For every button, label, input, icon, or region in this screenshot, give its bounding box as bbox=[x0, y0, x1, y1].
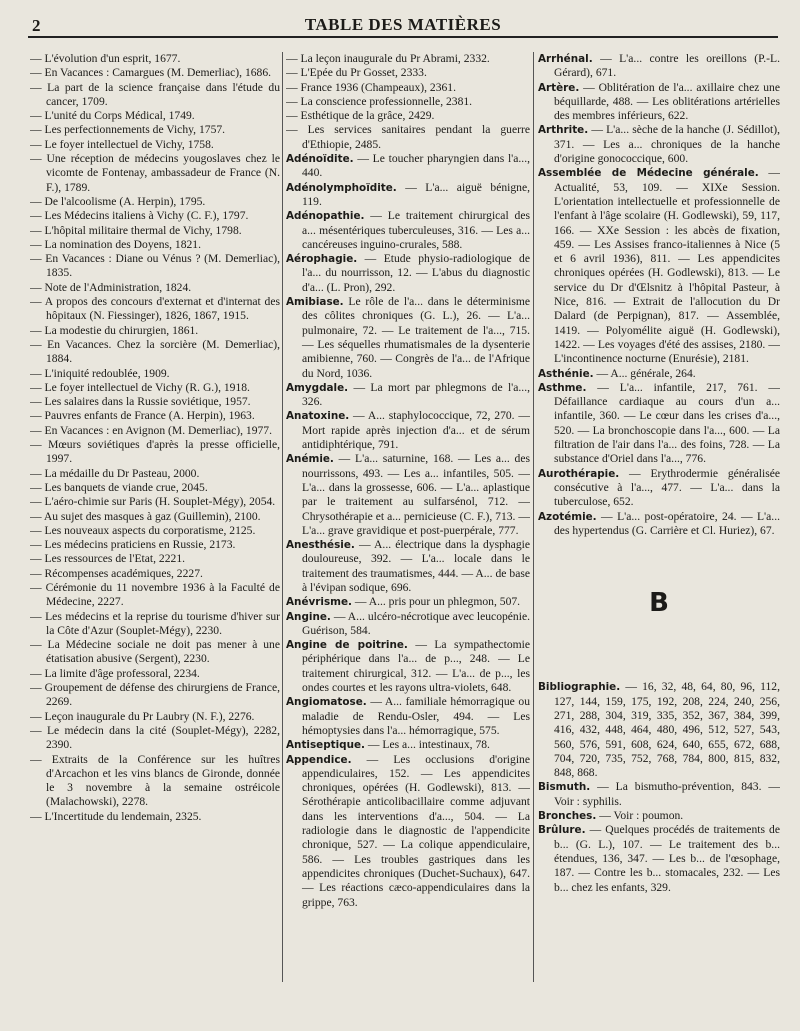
entry-text: — L'a... post-opératoire, 24. — L'a... des hypertendus (G. Carrière et Cl. Huriez), 67. bbox=[554, 509, 780, 537]
entry-headword: Brûlure. bbox=[538, 824, 586, 837]
index-entry: — L'Incertitude du lendemain, 2325. bbox=[30, 809, 202, 823]
index-entry: — La modestie du chirurgien, 1861. bbox=[30, 323, 199, 337]
index-entry bbox=[286, 452, 530, 538]
index-entry bbox=[538, 381, 780, 467]
entry-text: — Etude physio-radiologique de l'a... du nourrisson, 12. — L'abus du diagnostic d'a... (L. Pron), 292. bbox=[302, 252, 530, 294]
entry-headword: Arthrite. bbox=[538, 124, 589, 137]
index-entry bbox=[286, 152, 530, 181]
index-entry bbox=[538, 123, 780, 166]
section-letter-b: B bbox=[649, 588, 669, 619]
entry-headword: Arrhénal. bbox=[538, 53, 593, 65]
index-entry bbox=[538, 780, 780, 809]
column-divider bbox=[282, 52, 283, 982]
index-entry: — L'évolution d'un esprit, 1677. bbox=[30, 52, 181, 65]
entry-headword: Anévrisme. bbox=[286, 596, 352, 609]
entry-headword: Aérophagie. bbox=[286, 253, 358, 266]
entry-text: — A... ulcéro-nécrotique avec leucopénie. Guérison, 584. bbox=[302, 609, 530, 637]
index-entry: — En Vacances. Chez la sorcière (M. Demerliac), 1884. bbox=[30, 337, 280, 366]
index-sub-entry bbox=[286, 81, 530, 95]
index-entry: — A propos des concours d'externat et d'internat des hôpitaux (N. Fiessinger), 1826, 1867, 1915. bbox=[30, 295, 280, 323]
index-sub-entry bbox=[286, 66, 530, 80]
index-entry bbox=[538, 467, 780, 510]
index-entry: — L'unité du Corps Médical, 1749. bbox=[30, 109, 195, 123]
index-entry bbox=[286, 595, 530, 609]
index-entry bbox=[286, 695, 530, 738]
index-entry: — Pauvres enfants de France (A. Herpin), 1963. bbox=[30, 409, 255, 423]
entry-headword: Aurothérapie. bbox=[538, 467, 620, 480]
entry-text: — Les occlusions d'origine appendiculaires, 152. — Les appendicites chroniques, opérées (H. Godlewski), 813. — Sérothérapie anticolibacillaire comme adjuvant dans les interventions d'a..., 504. — La radiologie dans le diagnostic de l'appendicite chronique, 527. — La colique appendiculaire, 586. — Les troubles gastriques dans les appendicites chroniques (Duchet-Suchaux), 647. — Les réactions cæco-appendiculaires dans la grippe, 763. bbox=[302, 752, 530, 909]
index-entry: — Les banquets de viande crue, 2045. bbox=[30, 480, 208, 494]
index-entry: — Au sujet des masques à gaz (Guillemin), 2100. bbox=[30, 509, 261, 523]
entry-headword: Adénopathie. bbox=[286, 210, 365, 223]
index-entry bbox=[286, 252, 530, 295]
entry-text: — L'Epée du Pr Gosset, 2333. bbox=[286, 66, 427, 80]
entry-headword: Appendice. bbox=[286, 753, 352, 766]
entry-text: — A... électrique dans la dysphagie douloureuse, 392. — L'a... locale dans le traitement des traumatismes, 444. — A... de base à l'évipan sodique, 696. bbox=[302, 538, 530, 594]
entry-text: — L'a... saturnine, 168. — Les a... des nourrissons, 493. — Les a... infantiles, 505. — L'a... dans la grossesse, 606. — L'a... aplastique par le traitement au sulfarsénol, 712. — Chrysothérapie et a... pernicieuse (C. F.), 713. — L'a... grave gravidique et post-puerpérale, 777. bbox=[302, 452, 530, 537]
index-entry bbox=[286, 638, 530, 695]
index-entry: — L'iniquité redoublée, 1909. bbox=[30, 366, 170, 380]
entry-text: — La sympathectomie périphérique dans l'a... de p..., 248. — Le traitement chirurgical, 312. — L'a... de p..., les ondes courtes et les rayons ultra-violets, 648. bbox=[302, 638, 530, 695]
entry-text: — La mort par phlegmons de l'a..., 326. bbox=[302, 380, 530, 409]
entry-headword: Angine. bbox=[286, 610, 331, 623]
index-columns bbox=[30, 52, 780, 1027]
entry-headword: Asthénie. bbox=[538, 367, 594, 380]
index-entry: — La limite d'âge professoral, 2234. bbox=[30, 666, 200, 680]
index-section-a-continued bbox=[538, 52, 780, 538]
entry-headword: Assemblée de Médecine générale. bbox=[538, 167, 759, 180]
index-entry: — De l'alcoolisme (A. Herpin), 1795. bbox=[30, 194, 206, 208]
entry-text: — A... staphylococcique, 72, 270. — Mort rapide après injection d'a... et de sérum antidiphtérique, 791. bbox=[302, 409, 530, 452]
index-entry: — Le foyer intellectuel de Vichy, 1758. bbox=[30, 137, 214, 151]
entry-headword: Azotémie. bbox=[538, 510, 597, 523]
entry-headword: Anatoxine. bbox=[286, 410, 350, 423]
entry-text: — L'a... aiguë bénigne, 119. bbox=[302, 180, 530, 208]
index-entry bbox=[538, 510, 780, 539]
entry-headword: Amibiase. bbox=[286, 296, 344, 309]
index-entry: — Les médecins praticiens en Russie, 2173. bbox=[30, 538, 236, 552]
entry-text: — 16, 32, 48, 64, 80, 96, 112, 127, 144, 159, 175, 192, 208, 224, 240, 256, 271, 288, 304, 319, 335, 352, 367, 384, 399, 416, 432, 448, 464, 480, 496, 512, 527, 543, 560, 576, 591, 608, 624, 640, 655, 672, 688, 704, 720, 735, 752, 768, 784, 800, 815, 832, 848, 868. bbox=[554, 680, 780, 780]
entry-text: — La bismutho-prévention, 843. — Voir : syphilis. bbox=[554, 780, 780, 808]
index-entry bbox=[286, 295, 530, 381]
index-entry: — La nomination des Doyens, 1821. bbox=[30, 237, 201, 251]
entry-headword: Adénolymphoïdite. bbox=[286, 181, 397, 194]
entry-text: — A... pris pour un phlegmon, 507. bbox=[351, 595, 521, 609]
entry-text: — Erythrodermie généralisée consécutive à l'a..., 477. — L'a... dans la tuberculose, 652. bbox=[554, 466, 780, 509]
index-entry: — L'hôpital militaire thermal de Vichy, 1798. bbox=[30, 223, 242, 237]
index-entry bbox=[538, 809, 780, 823]
index-entry: — La Médecine sociale ne doit pas mener à une étatisation abusive (Sergent), 2230. bbox=[30, 638, 280, 666]
entry-headword: Bibliographie. bbox=[538, 681, 621, 694]
entry-headword: Anesthésie. bbox=[286, 539, 355, 552]
index-entry: — La part de la science française dans l'étude du cancer, 1709. bbox=[30, 80, 280, 108]
index-entry bbox=[286, 738, 530, 752]
index-entry: — L'aéro-chimie sur Paris (H. Souplet-Mégy), 2054. bbox=[30, 495, 276, 509]
index-entry: — En Vacances : Diane ou Vénus ? (M. Demerliac), 1835. bbox=[30, 252, 280, 280]
index-entry: — Les perfectionnements de Vichy, 1757. bbox=[30, 123, 226, 137]
index-entry bbox=[538, 166, 780, 366]
index-entry: — Cérémonie du 11 novembre 1936 à la Faculté de Médecine, 2227. bbox=[30, 580, 280, 609]
index-entry: — Leçon inaugurale du Pr Laubry (N. F.), 2276. bbox=[30, 709, 255, 723]
entry-text: — France 1936 (Champeaux), 2361. bbox=[286, 80, 457, 94]
index-entry: — Note de l'Administration, 1824. bbox=[30, 280, 192, 294]
index-sub-entry bbox=[286, 95, 530, 109]
index-entry bbox=[286, 753, 530, 910]
entry-text: — L'a... sèche de la hanche (J. Sédillot), 371. — Les a... chroniques de la hanche d'origine gonococcique, 600. bbox=[554, 123, 780, 166]
index-entry: — Extraits de la Conférence sur les huîtres d'Arcachon et les vins blancs de Gironde, donnée le 3 novembre à la semaine ostréicole (Malachowski), 2278. bbox=[30, 752, 280, 809]
page-header bbox=[28, 14, 778, 38]
entry-text: — Les services sanitaires pendant la guerre d'Ethiopie, 2485. bbox=[286, 123, 530, 151]
index-entry: — Les Médecins italiens à Vichy (C. F.), 1797. bbox=[30, 209, 249, 223]
index-entry: — Une réception de médecins yougoslaves chez le vicomte de Fontenay, ambassadeur de France (N. F.), 1789. bbox=[30, 152, 280, 194]
entry-text: — Le traitement chirurgical des a... mésentériques tuberculeuses, 316. — Les a... cancéreuses inguino-crurales, 588. bbox=[302, 209, 530, 251]
index-entry: — Groupement de défense des chirurgiens de France, 2269. bbox=[30, 681, 280, 709]
entry-headword: Artère. bbox=[538, 81, 580, 94]
page-number: 2 bbox=[32, 16, 41, 35]
entry-headword: Angine de poitrine. bbox=[286, 639, 408, 652]
index-column-2 bbox=[286, 52, 530, 1027]
entry-headword: Bronches. bbox=[538, 810, 597, 823]
entry-text: — Actualité, 53, 109. — XIXe Session. L'orientation intellectuelle et professionnelle de l'enfant à l'âge scolaire (H. Godlewski), 59, 117, 166. — XXe Session : les abcès de fixation, 459. — Les Assises franco-italiennes à Nice (5 et 6 avril 1936), 811. — Les appendicites chroniques opérées (H. Godlewski), 813. — Le service du Dr d'Œlsnitz à l'hôpital Pasteur, à Nice, 816. — Extrait de l'allocution du Dr Dalard (de Perpignan), 817. — Assemblée, 1419. — Polyomélite aiguë (H. Godlewski), 1422. — Les voyages d'été des assises, 2180. — L'incontinence nocturne (Enurésie), 2181. bbox=[554, 166, 780, 366]
index-section-b bbox=[538, 680, 780, 894]
index-entry: — Le foyer intellectuel de Vichy (R. G.), 1918. bbox=[30, 380, 250, 394]
entry-text: — L'a... contre les oreillons (P.-L. Gérard), 671. bbox=[554, 52, 780, 80]
index-sub-entry bbox=[286, 109, 530, 123]
column-divider bbox=[533, 52, 534, 982]
entry-text: — Voir : poumon. bbox=[596, 809, 684, 823]
entry-text: — A... générale, 264. bbox=[593, 366, 696, 380]
entry-text: — A... familiale hémorragique ou maladie de Rendu-Osler, 494. — Les hémoptysies dans l'a... hémorragique, 575. bbox=[302, 695, 530, 737]
index-entry: — Les salaires dans la Russie soviétique, 1957. bbox=[30, 395, 251, 409]
entry-headword: Bismuth. bbox=[538, 781, 591, 794]
index-sub-entry bbox=[286, 123, 530, 152]
index-entry: — Récompenses académiques, 2227. bbox=[30, 566, 203, 580]
index-entry bbox=[286, 209, 530, 252]
index-entry: — Le médecin dans la cité (Souplet-Mégy), 2282, 2390. bbox=[30, 723, 280, 752]
index-entry: — En Vacances : Camargues (M. Demerliac), 1686. bbox=[30, 66, 272, 80]
entry-text: — Oblitération de l'a... axillaire chez une béquillarde, 488. — Les oblitérations artérielles des membres inférieurs, 622. bbox=[554, 80, 780, 123]
entry-text: — La conscience professionnelle, 2381. bbox=[286, 94, 473, 108]
index-entry bbox=[538, 680, 780, 780]
entry-headword: Adénoïdite. bbox=[286, 153, 354, 166]
entry-text: — Les a... intestinaux, 78. bbox=[365, 738, 490, 752]
index-sub-entry bbox=[286, 52, 530, 66]
index-entry bbox=[538, 823, 780, 894]
index-entry bbox=[286, 610, 530, 639]
entry-text: — Esthétique de la grâce, 2429. bbox=[286, 109, 435, 123]
index-entry: — En Vacances : en Avignon (M. Demerliac), 1977. bbox=[30, 423, 273, 437]
index-entry: — Les nouveaux aspects du corporatisme, 2125. bbox=[30, 523, 256, 537]
entry-headword: Antiseptique. bbox=[286, 739, 365, 752]
entry-text: — Quelques procédés de traitements de b... (G. L.), 107. — Le traitement des b... étendues, 136, 347. — Les b... de l'œsophage, 187. — Contre les b... stomacales, 232. — Les b... chez les enfants, 329. bbox=[554, 823, 780, 894]
entry-headword: Amygdale. bbox=[286, 381, 349, 394]
index-entry bbox=[286, 409, 530, 452]
index-column-1 bbox=[30, 52, 280, 1027]
page-title: TABLE DES MATIÈRES bbox=[304, 15, 502, 34]
entry-text: Le rôle de l'a... dans le déterminisme des côlites chroniques (G. L.), 26. — L'a... pulmonaire, 72. — Le traitement de l'a..., 715. — Les séquelles rhumatismales de la dysenterie amibienne, 760. — Congrès de l'a... de l'Afrique du Nord, 1036. bbox=[302, 295, 530, 380]
entry-headword: Anémie. bbox=[286, 453, 334, 466]
entry-headword: Angiomatose. bbox=[286, 696, 367, 709]
entry-text: — Le toucher pharyngien dans l'a..., 440. bbox=[302, 152, 530, 180]
index-entry bbox=[286, 538, 530, 595]
index-column-3 bbox=[538, 52, 780, 1027]
index-entry bbox=[538, 367, 780, 381]
entry-text: — L'a... infantile, 217, 761. — Défaillance cardiaque au cours d'un a... infantile, 360. — Le cœur dans les crises d'a..., 520. — La bronchoscopie dans l'a..., 600. — La filtration de l'air dans l'a... des foins, 728. — La substance d'Oriel dans l'a..., 776. bbox=[554, 380, 780, 466]
index-entry bbox=[286, 181, 530, 210]
index-entry bbox=[538, 81, 780, 124]
index-entry bbox=[538, 52, 780, 81]
entry-headword: Asthme. bbox=[538, 381, 587, 394]
index-entry: — Les ressources de l'Etat, 2221. bbox=[30, 552, 186, 566]
index-entry: — La médaille du Dr Pasteau, 2000. bbox=[30, 466, 200, 480]
index-entry: — Les médecins et la reprise du tourisme d'hiver sur la Côte d'Azur (Souplet-Mégy), 2230. bbox=[30, 609, 280, 637]
entry-text: — La leçon inaugurale du Pr Abrami, 2332. bbox=[286, 52, 490, 65]
index-entry: — Mœurs soviétiques d'après la presse officielle, 1997. bbox=[30, 438, 280, 466]
index-entry bbox=[286, 381, 530, 410]
